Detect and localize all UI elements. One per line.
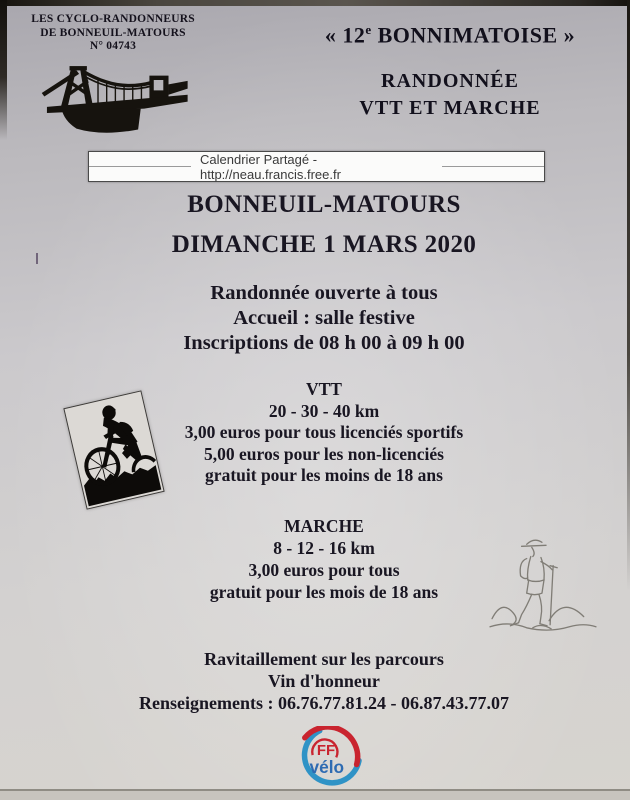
event-place: BONNEUIL-MATOURS bbox=[187, 191, 461, 218]
vtt-title: VTT bbox=[306, 379, 342, 399]
calendar-banner bbox=[88, 151, 545, 182]
vtt-price-under18: gratuit pour les moins de 18 ans bbox=[205, 465, 443, 485]
event-title-sup: e bbox=[365, 22, 372, 37]
photo-edge-top bbox=[0, 0, 630, 6]
club-name-line1: LES CYCLO-RANDONNEURS bbox=[31, 13, 195, 25]
logo-text-ff: FF bbox=[316, 742, 336, 760]
club-name-line2: DE BONNEUIL-MATOURS bbox=[40, 26, 186, 39]
photo-edge-bottom bbox=[0, 791, 630, 800]
event-subtitle-1: RANDONNÉE bbox=[381, 70, 519, 93]
photo-edge-left bbox=[0, 0, 7, 140]
banner-rule-right bbox=[442, 166, 544, 167]
event-date: DIMANCHE 1 MARS 2020 bbox=[171, 231, 477, 258]
event-title-block bbox=[292, 22, 608, 120]
footer-info bbox=[20, 648, 628, 714]
event-title-rest: BONNIMATOISE » bbox=[371, 22, 576, 48]
ffvelo-logo bbox=[286, 726, 366, 792]
club-header bbox=[18, 13, 208, 54]
event-title bbox=[292, 22, 608, 48]
footer-refreshments: Ravitaillement sur les parcours bbox=[204, 649, 444, 669]
marche-title: MARCHE bbox=[284, 516, 364, 536]
marche-distances: 8 - 12 - 16 km bbox=[273, 538, 375, 558]
banner-text: Calendrier Partagé - http://neau.francis.free.fr bbox=[200, 151, 341, 182]
marche-price: 3,00 euros pour tous bbox=[248, 560, 400, 580]
club-number: N° 04743 bbox=[89, 40, 137, 52]
logo-text-velo: vélo bbox=[309, 757, 345, 778]
footer-contacts: Renseignements : 06.76.77.81.24 - 06.87.43.77.07 bbox=[139, 693, 509, 713]
event-subtitle-2: VTT ET MARCHE bbox=[359, 97, 541, 120]
info-registration: Inscriptions de 08 h 00 à 09 h 00 bbox=[183, 332, 465, 354]
marche-price-under18: gratuit pour les mois de 18 ans bbox=[209, 582, 439, 602]
bridge-icon bbox=[40, 60, 192, 134]
footer-wine: Vin d'honneur bbox=[268, 671, 380, 691]
event-title-open: « 12 bbox=[324, 22, 366, 48]
vtt-price-unlicensed: 5,00 euros pour les non-licenciés bbox=[204, 443, 444, 464]
banner-rule-left bbox=[89, 166, 191, 167]
info-open-to-all: Randonnée ouverte à tous bbox=[210, 282, 438, 304]
hiker-icon bbox=[486, 527, 602, 639]
vtt-price-licensed: 3,00 euros pour tous licenciés sportifs bbox=[184, 422, 464, 442]
event-info bbox=[20, 281, 628, 356]
info-venue: Accueil : salle festive bbox=[233, 307, 415, 329]
vtt-distances: 20 - 30 - 40 km bbox=[268, 400, 380, 421]
